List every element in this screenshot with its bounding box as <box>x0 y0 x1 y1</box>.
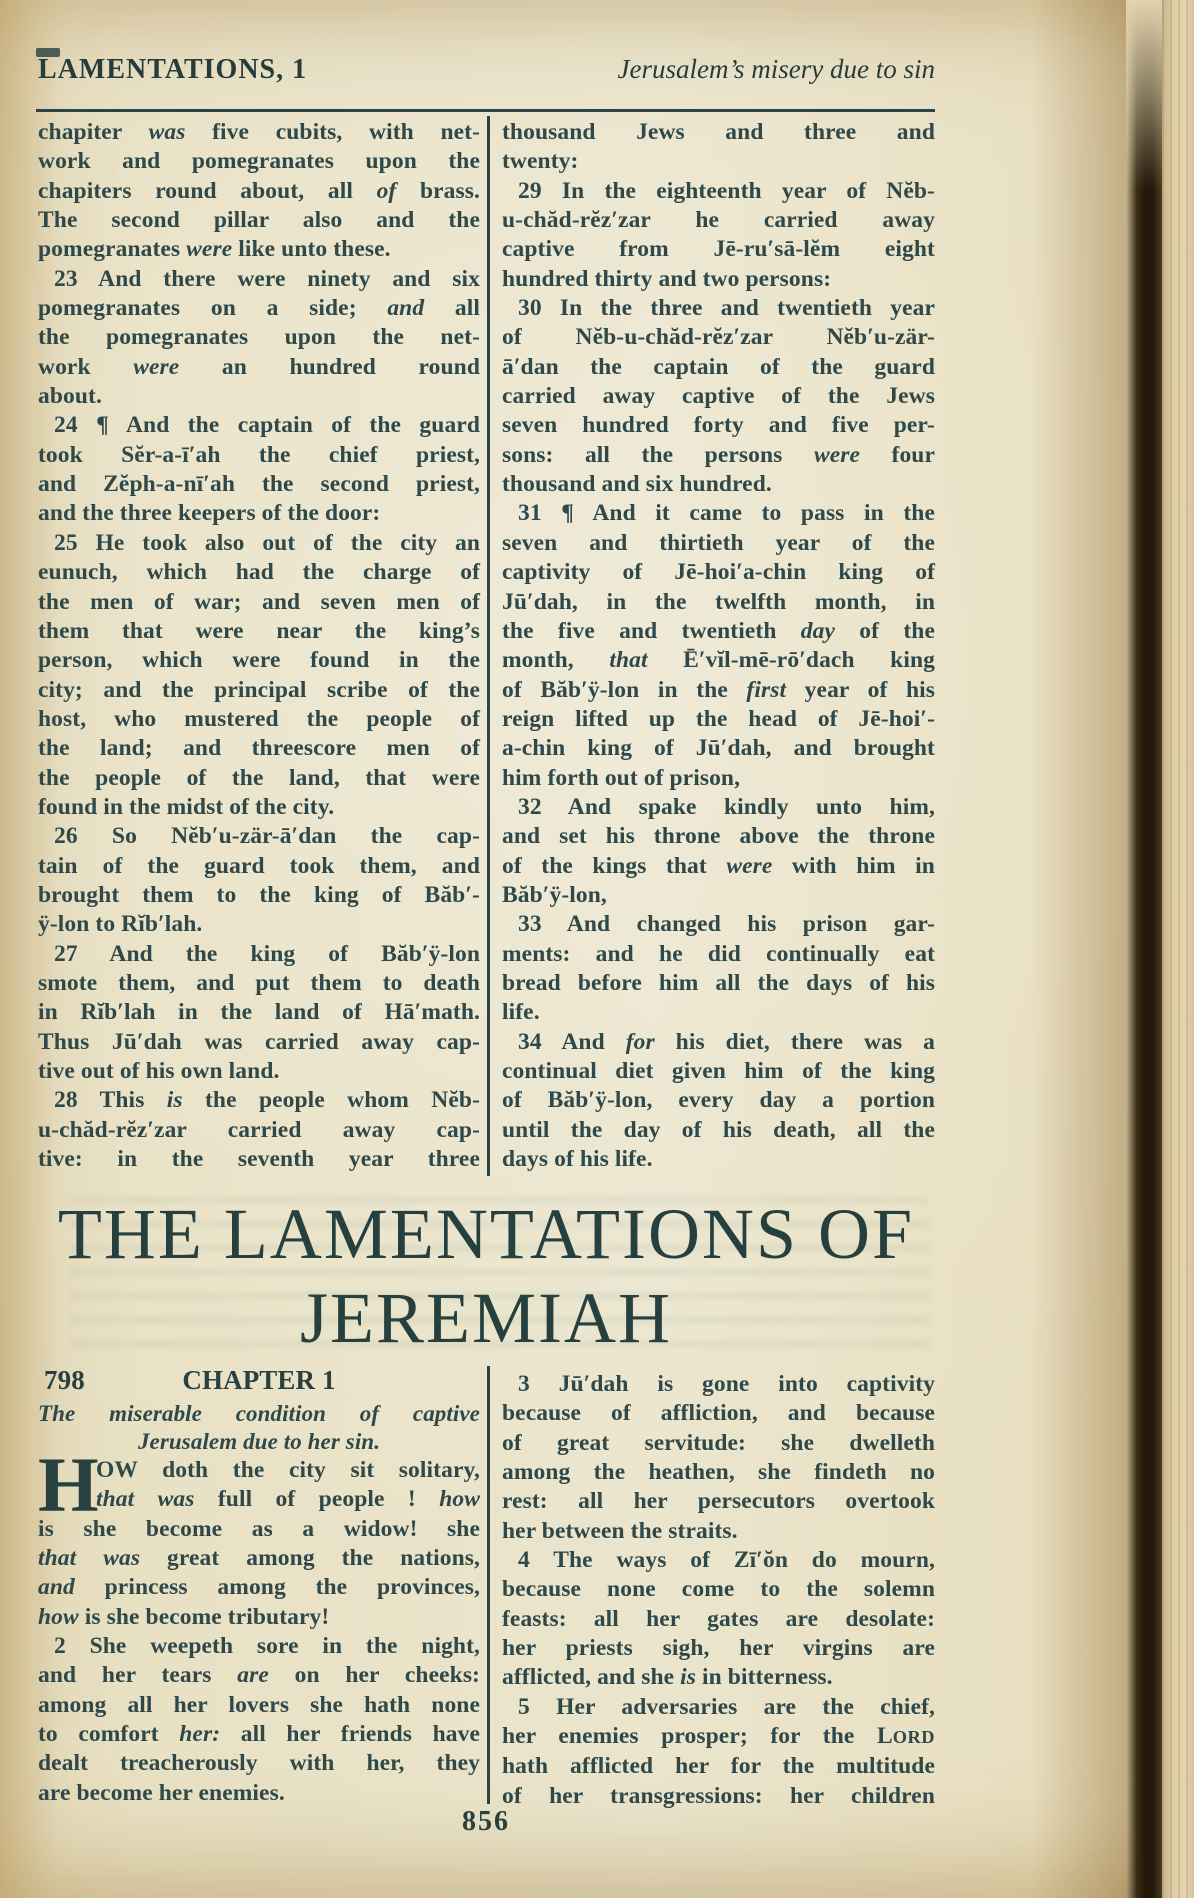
text-line: of Băb′ÿ-lon, every day a portion <box>502 1087 935 1114</box>
text-line: of Nĕb-u-chăd-rĕz′zar Nĕb′u-zär- <box>502 324 935 351</box>
text-line: tive: in the seventh year three <box>38 1146 480 1173</box>
text-line: her priests sigh, her virgins are <box>502 1635 935 1662</box>
text-line: chapiter was five cubits, with net- <box>38 119 481 145</box>
text-line: Jerusalem due to her sin. <box>137 1429 381 1454</box>
text-line: and her tears are on her cheeks: <box>38 1662 480 1689</box>
text-line: city; and the principal scribe of the <box>38 676 480 703</box>
text-line: Băb′ÿ-lon, <box>502 881 607 908</box>
text-line: pomegranates on a side; and all <box>38 295 480 322</box>
text-line: seven hundred forty and five per- <box>502 412 935 439</box>
book-title-line1: THE LAMENTATIONS OF <box>57 1194 915 1274</box>
text-line: 23 And there were ninety and six <box>54 265 480 292</box>
drop-cap-letter: H <box>38 1441 99 1528</box>
text-line: 30 In the three and twentieth year <box>518 295 935 322</box>
text-line: are become her enemies. <box>38 1779 285 1806</box>
text-line: because none come to the solemn <box>502 1576 935 1603</box>
text-line: brought them to the king of Băb′- <box>38 881 480 908</box>
text-line: thousand and six hundred. <box>502 471 772 498</box>
page-reference-number: 798 <box>44 1365 85 1395</box>
text-line: 27 And the king of Băb′ÿ-lon <box>54 940 480 967</box>
stacked-page-edges <box>1162 0 1194 1898</box>
text-line: her enemies prosper; for the LORD <box>502 1723 935 1750</box>
text-line: the men of war; and seven men of <box>38 588 480 615</box>
gutter-top-fade <box>1126 0 1162 190</box>
text-line: reign lifted up the head of Jē-hoi′- <box>502 705 935 732</box>
text-line: 3 Jū′dah is gone into captivity <box>518 1371 935 1397</box>
text-line: of her transgressions: her children <box>502 1782 935 1809</box>
text-line: dealt treacherously with her, they <box>38 1750 480 1777</box>
text-line: how is she become tributary! <box>38 1603 330 1630</box>
text-line: hundred thirty and two persons: <box>502 265 832 292</box>
text-line: u-chăd-rĕz′zar he carried away <box>502 207 935 234</box>
text-line: 24 ¶ And the captain of the guard <box>54 412 480 439</box>
text-line: 32 And spake kindly unto him, <box>518 793 935 820</box>
text-line: because of affliction, and because <box>502 1400 935 1427</box>
text-line: thousand Jews and three and <box>502 119 935 145</box>
text-line: hath afflicted her for the multitude <box>502 1753 935 1780</box>
book-title-line2: JEREMIAH <box>300 1278 672 1358</box>
chapter-subtitle <box>38 1400 480 1456</box>
text-line: 5 Her adversaries are the chief, <box>518 1693 935 1720</box>
text-line: life. <box>502 999 540 1026</box>
text-line: chapiters round about, all of brass. <box>38 177 480 204</box>
text-line: tain of the guard took them, and <box>38 852 480 879</box>
text-line: and set his throne above the throne <box>502 823 935 850</box>
text-line: about. <box>38 383 102 410</box>
chapter1-left-column <box>38 1366 480 1808</box>
text-line: 26 So Nĕb′u-zär-ā′dan the cap- <box>54 823 480 850</box>
text-line: u-chăd-rĕz′zar carried away cap- <box>38 1116 480 1143</box>
text-line: 2 She weepeth sore in the night, <box>54 1633 480 1660</box>
text-line: rest: all her persecutors overtook <box>502 1488 935 1515</box>
text-line: of Băb′ÿ-lon in the first year of his <box>502 676 935 703</box>
text-line: seven and thirtieth year of the <box>502 529 935 556</box>
text-line: until the day of his death, all the <box>502 1116 935 1143</box>
text-line: twenty: <box>502 148 579 175</box>
text-line: and Zĕph-a-nī′ah the second priest, <box>38 471 480 498</box>
page-curl-shadow <box>1030 0 1126 1898</box>
text-line: the pomegranates upon the net- <box>38 324 480 351</box>
text-line: them that were near the king’s <box>38 617 480 644</box>
text-line: 29 In the eighteenth year of Nĕb- <box>518 177 935 204</box>
text-line: eunuch, which had the charge of <box>38 559 480 586</box>
header-rule <box>36 109 935 112</box>
text-line: is she become as a widow! she <box>38 1515 480 1542</box>
running-head-book-reference: LAMENTATIONS, 1 <box>38 54 308 85</box>
text-line: ā′dan the captain of the guard <box>502 353 935 380</box>
text-line: work were an hundred round <box>38 353 480 380</box>
text-line: tive out of his own land. <box>38 1058 280 1084</box>
text-line: sons: all the persons were four <box>502 441 936 468</box>
text-line: ments: and he did continually eat <box>502 940 935 967</box>
text-line: host, who mustered the people of <box>38 705 480 732</box>
chapter-heading-row <box>38 1366 480 1400</box>
text-line: a-chin king of Jū′dah, and brought <box>502 735 935 762</box>
text-line: 31 ¶ And it came to pass in the <box>518 500 935 527</box>
text-line: 25 He took also out of the city an <box>54 529 480 556</box>
column-divider-top <box>487 116 490 1176</box>
chapter-heading: CHAPTER 1 <box>182 1365 336 1395</box>
text-line: 33 And changed his prison gar- <box>518 911 935 938</box>
text-line: captive from Jē-ru′sā-lĕm eight <box>502 236 935 263</box>
text-line: smote them, and put them to death <box>38 969 480 996</box>
text-line: the people of the land, that were <box>38 764 480 791</box>
text-line: of great servitude: she dwelleth <box>502 1429 935 1456</box>
book-gutter-shadow <box>1126 0 1162 1898</box>
text-line: and the three keepers of the door: <box>38 500 381 527</box>
text-line: work and pomegranates upon the <box>38 148 480 175</box>
text-line: him forth out of prison, <box>502 764 741 791</box>
text-line: pomegranates were like unto these. <box>38 236 391 263</box>
text-line: among the heathen, she findeth no <box>502 1459 935 1486</box>
text-line: the land; and threescore men of <box>38 735 480 762</box>
running-header <box>38 54 935 86</box>
text-line: bread before him all the days of his <box>502 969 935 996</box>
book-title <box>36 1192 936 1360</box>
text-line: the five and twentieth day of the <box>502 617 935 644</box>
text-line: among all her lovers she hath none <box>38 1691 480 1718</box>
text-line: took Sĕr-a-ī′ah the chief priest, <box>38 441 480 468</box>
text-line: feasts: all her gates are desolate: <box>502 1605 935 1632</box>
page-number: 856 <box>462 1806 510 1837</box>
text-line: carried away captive of the Jews <box>502 383 935 410</box>
text-line: person, which were found in the <box>38 647 480 674</box>
text-line: 28 This is the people whom Nĕb- <box>54 1087 480 1114</box>
chapter1-right-column <box>502 1370 935 1811</box>
jeremiah52-right-column <box>502 118 935 1174</box>
text-line: and princess among the provinces, <box>38 1574 480 1601</box>
text-line: month, that Ē′vĭl-mē-rō′dach king <box>502 647 935 674</box>
running-head-summary: Jerusalem’s misery due to sin <box>617 54 935 84</box>
text-line: her between the straits. <box>502 1517 738 1544</box>
text-line: in Rĭb′lah in the land of Hā′math. <box>38 999 480 1026</box>
text-line: that was full of people ! how <box>96 1486 480 1513</box>
text-line: The second pillar also and the <box>38 207 480 234</box>
column-divider-chapter <box>487 1366 490 1804</box>
text-line: to comfort her: all her friends have <box>38 1721 480 1748</box>
text-line: OW doth the city sit solitary, <box>96 1457 480 1483</box>
text-line: continual diet given him of the king <box>502 1058 935 1084</box>
text-line: captivity of Jē-hoi′a-chin king of <box>502 559 935 586</box>
text-line: The miserable condition of captive <box>38 1401 480 1426</box>
text-line: of the kings that were with him in <box>502 852 935 879</box>
text-line: 34 And for his diet, there was a <box>518 1028 935 1055</box>
text-line: 4 The ways of Zī′ŏn do mourn, <box>518 1547 935 1574</box>
text-line: ÿ-lon to Rĭb′lah. <box>38 911 203 938</box>
jeremiah52-left-column <box>38 118 480 1174</box>
text-line: days of his life. <box>502 1146 653 1173</box>
text-line: found in the midst of the city. <box>38 793 335 820</box>
text-line: that was great among the nations, <box>38 1545 481 1572</box>
text-line: Jū′dah, in the twelfth month, in <box>502 588 935 615</box>
text-line: afflicted, and she is in bitterness. <box>502 1664 833 1691</box>
text-line: Thus Jū′dah was carried away cap- <box>38 1028 480 1055</box>
